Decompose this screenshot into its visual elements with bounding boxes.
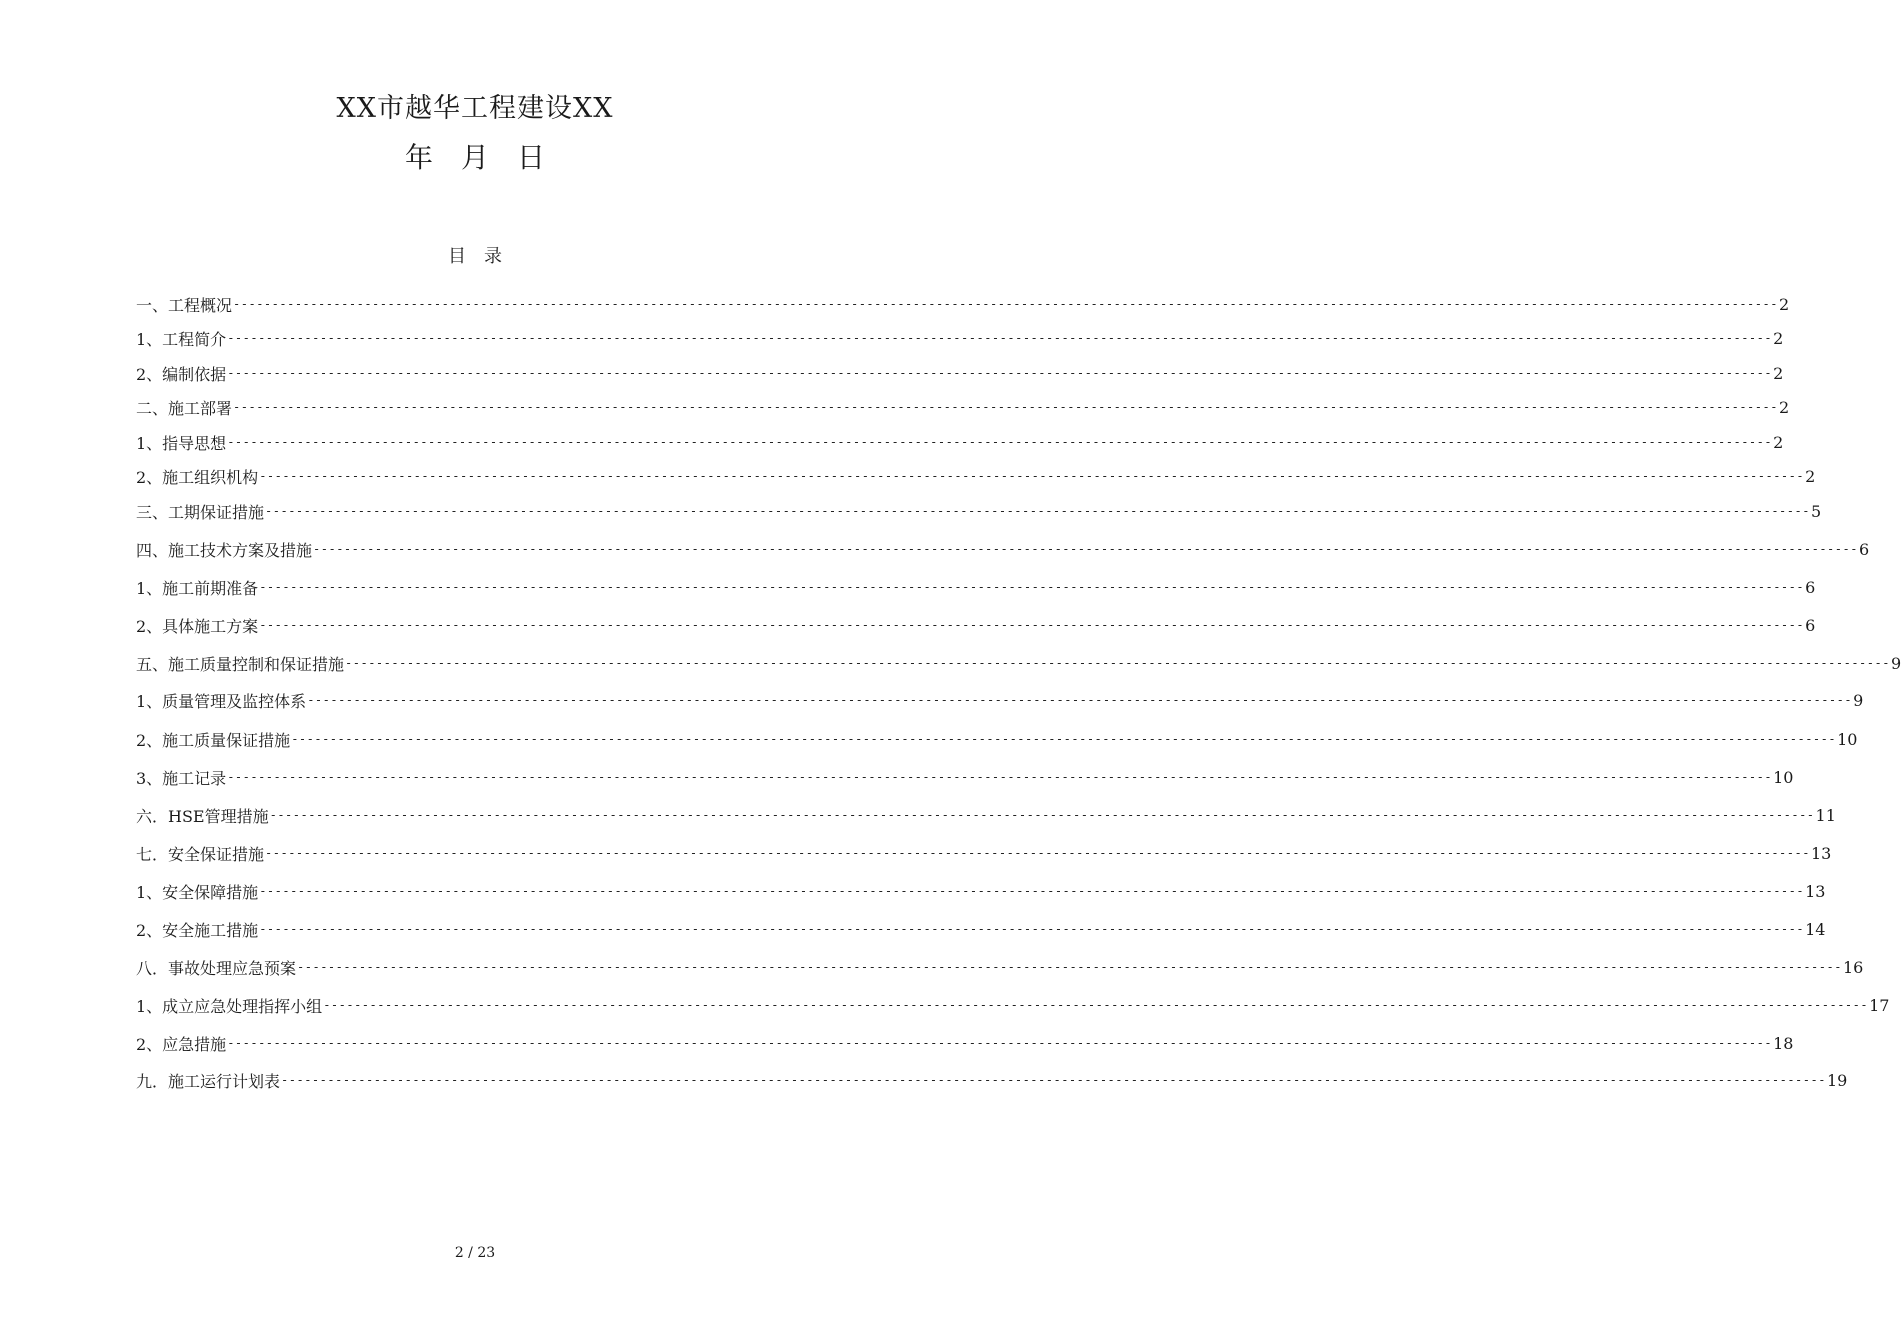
toc-entry-label: 五、施工质量控制和保证措施 <box>136 654 345 674</box>
toc-entry-label: 二、施工部署 <box>136 398 233 418</box>
toc-entry[interactable] <box>136 839 1832 867</box>
toc-leader-line: -------------------------------------------------------------------------------------------------------------------------------------------------------------------------------------------------------- <box>227 366 1773 380</box>
toc-entry-label: 3、施工记录 <box>136 768 227 788</box>
toc-entry-page: 5 <box>1810 501 1822 521</box>
toc-entry[interactable] <box>136 915 1826 943</box>
toc-entry-label: 1、工程简介 <box>136 329 227 349</box>
toc-entry[interactable] <box>136 535 1870 563</box>
toc-entry-page: 14 <box>1805 919 1826 939</box>
toc-title: 目 录 <box>448 246 502 267</box>
toc-entry[interactable] <box>136 801 1836 829</box>
toc-entry[interactable] <box>136 359 1784 387</box>
toc-entry-page: 2 <box>1773 363 1784 383</box>
toc-entry-label: 九．施工运行计划表 <box>136 1071 281 1091</box>
toc-entry[interactable] <box>136 462 1816 490</box>
toc-entry-page: 17 <box>1869 995 1890 1015</box>
toc-leader-line: -------------------------------------------------------------------------------------------------------------------------------------------------------------------------------------------------------- <box>297 960 1842 974</box>
toc-entry[interactable] <box>136 877 1826 905</box>
toc-entry-page: 2 <box>1778 397 1790 417</box>
toc-leader-line: -------------------------------------------------------------------------------------------------------------------------------------------------------------------------------------------------------- <box>227 435 1773 449</box>
toc-leader-line: -------------------------------------------------------------------------------------------------------------------------------------------------------------------------------------------------------- <box>259 618 1805 632</box>
toc-entry[interactable] <box>136 1029 1794 1057</box>
toc-entry-label: 三、工期保证措施 <box>136 502 265 522</box>
toc-entry-page: 9 <box>1890 653 1901 673</box>
toc-entry-page: 6 <box>1858 539 1870 559</box>
toc-leader-line: -------------------------------------------------------------------------------------------------------------------------------------------------------------------------------------------------------- <box>233 297 1778 311</box>
toc-leader-line: -------------------------------------------------------------------------------------------------------------------------------------------------------------------------------------------------------- <box>265 846 1810 860</box>
toc-leader-line: -------------------------------------------------------------------------------------------------------------------------------------------------------------------------------------------------------- <box>259 580 1805 594</box>
toc-leader-line: -------------------------------------------------------------------------------------------------------------------------------------------------------------------------------------------------------- <box>307 693 1853 707</box>
toc-entry-page: 13 <box>1805 881 1826 901</box>
toc-leader-line: -------------------------------------------------------------------------------------------------------------------------------------------------------------------------------------------------------- <box>227 1036 1773 1050</box>
toc-entry-page: 13 <box>1810 843 1832 863</box>
toc-entry[interactable] <box>136 953 1864 981</box>
toc-leader-line: -------------------------------------------------------------------------------------------------------------------------------------------------------------------------------------------------------- <box>259 922 1805 936</box>
toc-entry[interactable] <box>136 290 1790 318</box>
toc-entry[interactable] <box>136 991 1890 1019</box>
toc-entry-page: 2 <box>1805 466 1816 486</box>
toc-entry-label: 2、施工质量保证措施 <box>136 730 291 750</box>
toc-entry[interactable] <box>136 649 1901 677</box>
toc-entry-page: 6 <box>1805 577 1816 597</box>
toc-entry-page: 10 <box>1773 767 1794 787</box>
toc-entry-label: 六．HSE管理措施 <box>136 806 269 826</box>
toc-entry-page: 2 <box>1773 432 1784 452</box>
toc-entry-page: 10 <box>1837 729 1858 749</box>
toc-entry-page: 18 <box>1773 1033 1794 1053</box>
company-name: XX市越华工程建设XX <box>336 93 614 124</box>
toc-entry-page: 16 <box>1842 957 1864 977</box>
toc-entry-label: 2、编制依据 <box>136 364 227 384</box>
toc-entry[interactable] <box>136 686 1864 714</box>
toc-entry-label: 1、质量管理及监控体系 <box>136 691 307 711</box>
toc-leader-line: -------------------------------------------------------------------------------------------------------------------------------------------------------------------------------------------------------- <box>259 884 1805 898</box>
toc-entry-page: 11 <box>1815 805 1836 825</box>
toc-leader-line: -------------------------------------------------------------------------------------------------------------------------------------------------------------------------------------------------------- <box>265 504 1810 518</box>
toc-entry-page: 6 <box>1805 615 1816 635</box>
toc-entry[interactable] <box>136 573 1816 601</box>
toc-entry[interactable] <box>136 611 1816 639</box>
toc-leader-line: -------------------------------------------------------------------------------------------------------------------------------------------------------------------------------------------------------- <box>227 331 1773 345</box>
date-line: 年 月 日 <box>404 141 545 174</box>
toc-entry-label: 2、应急措施 <box>136 1034 227 1054</box>
toc-entry-page: 9 <box>1853 690 1864 710</box>
page-number: 2 / 23 <box>454 1245 496 1261</box>
toc-entry[interactable] <box>136 393 1790 421</box>
toc-entry[interactable] <box>136 324 1784 352</box>
toc-entry-label: 1、指导思想 <box>136 433 227 453</box>
toc-entry-page: 2 <box>1778 294 1790 314</box>
toc-leader-line: -------------------------------------------------------------------------------------------------------------------------------------------------------------------------------------------------------- <box>227 770 1773 784</box>
toc-entry-label: 四、施工技术方案及措施 <box>136 540 313 560</box>
toc-entry-page: 19 <box>1826 1070 1848 1090</box>
toc-entry-label: 1、安全保障措施 <box>136 882 259 902</box>
toc-leader-line: -------------------------------------------------------------------------------------------------------------------------------------------------------------------------------------------------------- <box>281 1073 1826 1087</box>
toc-entry-label: 2、施工组织机构 <box>136 467 259 487</box>
toc-leader-line: -------------------------------------------------------------------------------------------------------------------------------------------------------------------------------------------------------- <box>313 542 1858 556</box>
toc-leader-line: -------------------------------------------------------------------------------------------------------------------------------------------------------------------------------------------------------- <box>323 998 1869 1012</box>
toc-leader-line: -------------------------------------------------------------------------------------------------------------------------------------------------------------------------------------------------------- <box>259 469 1805 483</box>
toc-entry[interactable] <box>136 763 1794 791</box>
toc-entry-page: 2 <box>1773 328 1784 348</box>
toc-leader-line: -------------------------------------------------------------------------------------------------------------------------------------------------------------------------------------------------------- <box>233 400 1778 414</box>
toc-entry[interactable] <box>136 497 1822 525</box>
toc-leader-line: -------------------------------------------------------------------------------------------------------------------------------------------------------------------------------------------------------- <box>269 808 1815 822</box>
toc-entry-label: 1、施工前期准备 <box>136 578 259 598</box>
toc-entry[interactable] <box>136 725 1858 753</box>
toc-entry-label: 2、安全施工措施 <box>136 920 259 940</box>
toc-entry-label: 1、成立应急处理指挥小组 <box>136 996 323 1016</box>
toc-entry[interactable] <box>136 1066 1848 1094</box>
toc-entry-label: 2、具体施工方案 <box>136 616 259 636</box>
toc-leader-line: -------------------------------------------------------------------------------------------------------------------------------------------------------------------------------------------------------- <box>291 732 1837 746</box>
toc-entry-label: 八．事故处理应急预案 <box>136 958 297 978</box>
toc-leader-line: -------------------------------------------------------------------------------------------------------------------------------------------------------------------------------------------------------- <box>345 656 1890 670</box>
toc-entry-label: 七．安全保证措施 <box>136 844 265 864</box>
toc-entry[interactable] <box>136 428 1784 456</box>
toc-entry-label: 一、工程概况 <box>136 295 233 315</box>
